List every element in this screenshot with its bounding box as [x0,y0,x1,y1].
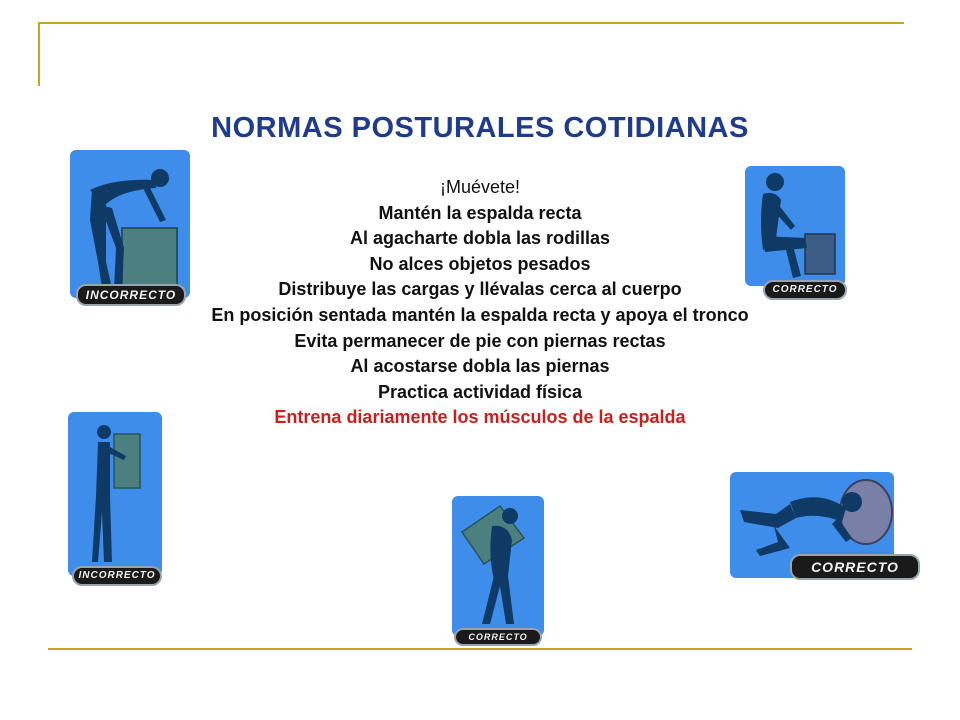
slide-title: NORMAS POSTURALES COTIDIANAS [211,112,749,144]
correct-label: CORRECTO [790,554,920,580]
norm-item: No alces objetos pesados [369,253,591,274]
incorrect-label: INCORRECTO [76,284,186,306]
correct-label: CORRECTO [763,280,847,300]
left-vertical-rule [38,22,40,86]
standing-figure-icon [68,412,162,576]
norm-item: Mantén la espalda recta [378,202,582,223]
carrying-figure-icon [452,496,544,636]
norm-item: Practica actividad física [377,381,583,402]
correct-label: CORRECTO [454,628,542,646]
standing-incorrect-card [68,412,162,581]
bending-figure-icon [70,150,190,298]
lying-correct-card [730,472,899,578]
norm-item: Distribuye las cargas y llévalas cerca al cuerpo [278,279,682,300]
bottom-horizontal-rule [48,648,912,650]
norm-item: Al acostarse dobla las piernas [350,356,610,377]
norm-item: ¡Muévete! [439,177,521,197]
sitting-correct-card [745,166,845,295]
norm-item-highlight: Entrena diariamente los músculos de la espalda [274,407,686,428]
sitting-figure-icon [745,166,845,286]
carrying-correct-card [452,496,544,642]
top-horizontal-rule [38,22,904,24]
norm-item: En posición sentada mantén la espalda recta y apoya el tronco [211,304,749,325]
incorrect-label: INCORRECTO [72,566,162,586]
norm-item: Al agacharte dobla las rodillas [349,228,611,249]
bending-incorrect-card [70,150,190,302]
norm-item: Evita permanecer de pie con piernas rectas [294,330,666,351]
